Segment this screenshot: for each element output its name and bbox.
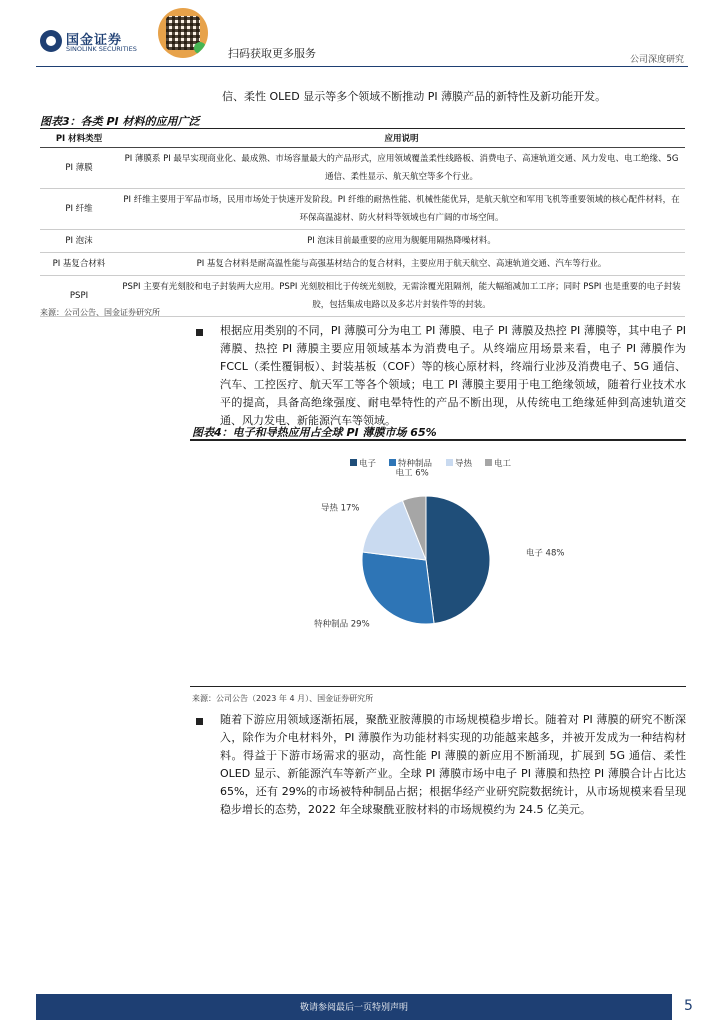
intro-text: 信、柔性 OLED 显示等多个领域不断推动 PI 薄膜产品的新特性及新功能开发。: [222, 90, 607, 103]
figure-top-rule: [190, 439, 686, 441]
qr-code-icon[interactable]: [158, 8, 208, 58]
table-row: [40, 148, 685, 189]
cell-type: PI 泡沫: [40, 230, 118, 253]
cell-desc: PI 泡沫目前最重要的应用为舰艇用隔热降噪材料。: [118, 230, 685, 253]
column-header-type: PI 材料类型: [40, 129, 118, 148]
cell-desc: PI 薄膜系 PI 最早实现商业化、最成熟、市场容量最大的产品形式，应用领域覆盖柔性线路板、消费电子、高速轨道交通、风力发电、电工绝缘、5G 通信、柔性显示、航天航空等多个行业。: [118, 148, 685, 189]
company-name-en: SINOLINK SECURITIES: [66, 45, 137, 53]
cell-type: PI 基复合材料: [40, 253, 118, 276]
table-row: [40, 189, 685, 230]
table-source: 来源：公司公告、国金证券研究所: [40, 308, 160, 317]
company-name-cn: 国金证券: [66, 33, 123, 48]
legend-label: 特种制品: [398, 459, 433, 469]
pie-data-label: 电工 6%: [395, 468, 429, 479]
body-paragraph: 随着下游应用领域逐渐拓展，聚酰亚胺薄膜的市场规模稳步增长。随着对 PI 薄膜的研究不断深入，除作为介电材料外，PI 薄膜作为功能材料实现的功能越来越多，并被开发成为一种结构材料。得益于下游市场需求的驱动，高性能 PI 薄膜的新应用不断涌现，扩展到 5G 通信、柔性 OLED 显示、新能源汽车等新产业。全球 PI 薄膜市场中电子 PI 薄膜和热控 PI 薄膜合计占比达 65%，还有 29%的市场被特种制品占据；根据华经产业研究院数据统计，从市场规模来看呈现稳步增长的态势，2022 年全球聚酰亚胺材料的市场规模约为 24.5 亿美元。: [220, 713, 686, 816]
body-paragraph: 根据应用类别的不同，PI 薄膜可分为电工 PI 薄膜、电子 PI 薄膜及热控 PI 薄膜等，其中电子 PI 薄膜、热控 PI 薄膜主要应用领域基本为消费电子。从终端应用场景来看，电子 PI 薄膜作为 FCCL（柔性覆铜板）、封装基板（COF）等的核心原材料，终端行业涉及消费电子、5G 通信、汽车、工控医疗、航天军工等各个领域；电工 PI 薄膜主要用于电工绝缘领域，随着行业技术水平的提高，具备高绝缘强度、耐电晕特性的产品不断出现，从传统电工绝缘延伸到高速轨道交通、风力发电、新能源汽车等领域。: [220, 324, 686, 427]
legend-swatch: [389, 459, 396, 466]
pie-data-label: 特种制品 29%: [314, 619, 370, 630]
table-title: 图表3：各类 PI 材料的应用广泛: [40, 115, 200, 128]
section-tag: 公司深度研究: [629, 55, 684, 65]
wechat-badge-icon: [194, 42, 206, 54]
bullet-icon: [196, 329, 203, 336]
cell-desc: PI 纤维主要用于军品市场，民用市场处于快速开发阶段。PI 纤维的耐热性能、机械性能优异，是航天航空和军用飞机等重要领域的核心配件材料，在环保高温滤材、防火材料等领域也有广阔的市场空间。: [118, 189, 685, 230]
legend-swatch: [350, 459, 357, 466]
cell-desc: PI 基复合材料是耐高温性能与高强基材结合的复合材料，主要应用于航天航空、高速轨道交通、汽车等行业。: [118, 253, 685, 276]
legend-swatch: [485, 459, 492, 466]
figure-source: 来源：公司公告（2023 年 4 月）、国金证券研究所: [192, 694, 374, 703]
table-row: [40, 253, 685, 276]
column-header-desc: 应用说明: [118, 129, 685, 148]
pie-data-label: 导热 17%: [320, 503, 360, 514]
materials-table: [40, 128, 685, 317]
table-row: [40, 230, 685, 253]
page-number: 5: [684, 998, 693, 1014]
pie-chart: [190, 442, 686, 684]
cell-type: PSPI: [40, 276, 118, 317]
pie-slice: [362, 552, 434, 624]
footer-disclaimer: 敬请参阅最后一页特别声明: [299, 1003, 408, 1013]
cell-desc: PSPI 主要有光刻胶和电子封装两大应用。PSPI 光刻胶相比于传统光刻胶，无需涂覆光阻隔剂，能大幅缩减加工工序；同时 PSPI 也是重要的电子封装胶，包括集成电路以及多芯片封装件等的封装。: [118, 276, 685, 317]
header-divider: [36, 66, 688, 67]
figure-title: 图表4：电子和导热应用占全球 PI 薄膜市场 65%: [192, 426, 437, 439]
bullet-icon: [196, 718, 203, 725]
legend-label: 电工: [494, 459, 512, 469]
cell-type: PI 纤维: [40, 189, 118, 230]
figure-bottom-rule: [190, 686, 686, 687]
legend-swatch: [446, 459, 453, 466]
scan-prompt: 扫码获取更多服务: [228, 47, 316, 60]
company-logo-icon: [40, 30, 62, 52]
legend-label: 导热: [455, 459, 473, 469]
pie-slice: [426, 496, 490, 623]
pie-data-label: 电子 48%: [525, 548, 565, 559]
cell-type: PI 薄膜: [40, 148, 118, 189]
legend-label: 电子: [359, 459, 377, 469]
table-header-row: [40, 129, 685, 148]
